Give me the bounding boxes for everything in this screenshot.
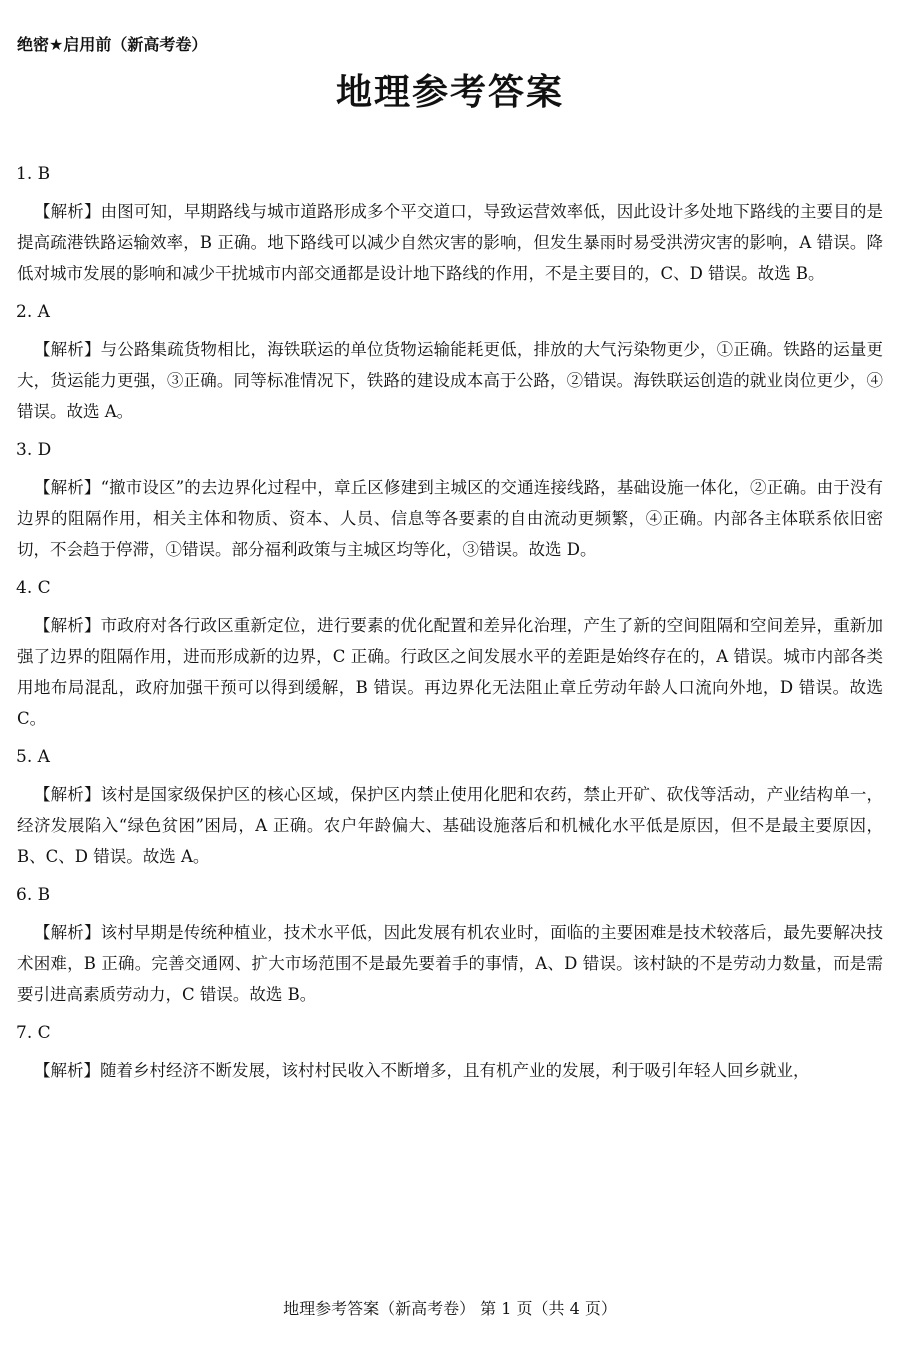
answer-item-7 — [0, 1021, 900, 1086]
answer-explanation — [17, 196, 883, 289]
answer-number: 2. A — [16, 302, 50, 322]
explanation-text: 由图可知，早期路线与城市道路形成多个平交道口，导致运营效率低，因此设计多处地下路线的主要目的是提高疏港铁路运输效率，B 正确。地下路线可以减少自然灾害的影响，但发生暴雨时易受洪涝灾害的影响，A 错误。降低对城市发展的影响和减少干扰城市内部交通都是设计地下路线的作用，不是主要目的，C、D 错误。故选 B。 — [17, 202, 884, 283]
analysis-tag: 【解析】 — [34, 616, 101, 635]
analysis-tag: 【解析】 — [34, 1061, 100, 1080]
explanation-text: 该村是国家级保护区的核心区域，保护区内禁止使用化肥和农药，禁止开矿、砍伐等活动，产业结构单一，经济发展陷入“绿色贫困”困局，A 正确。农户年龄偏大、基础设施落后和机械化水平低是原因，但不是最主要原因，B、C、D 错误。故选 A。 — [17, 785, 884, 866]
answer-item-4 — [0, 576, 900, 734]
analysis-tag: 【解析】 — [34, 478, 101, 497]
answer-explanation — [17, 610, 883, 734]
answer-number: 1. B — [16, 164, 51, 184]
answer-list — [0, 162, 900, 1097]
answer-item-2 — [0, 300, 900, 427]
answer-number: 3. D — [16, 440, 52, 460]
answer-explanation — [17, 1055, 883, 1086]
answer-item-1 — [0, 162, 900, 289]
answer-number: 7. C — [16, 1023, 51, 1043]
answer-item-6 — [0, 883, 900, 1010]
answer-explanation — [17, 334, 883, 427]
answer-explanation — [17, 779, 883, 872]
answer-number: 4. C — [16, 578, 51, 598]
analysis-tag: 【解析】 — [34, 340, 101, 359]
explanation-text: 随着乡村经济不断发展，该村村民收入不断增多，且有机产业的发展，利于吸引年轻人回乡就业， — [100, 1061, 810, 1080]
answer-item-5 — [0, 745, 900, 872]
page-title: 地理参考答案 — [335, 72, 564, 113]
answer-explanation — [17, 917, 883, 1010]
analysis-tag: 【解析】 — [34, 202, 101, 221]
analysis-tag: 【解析】 — [34, 923, 101, 942]
explanation-text: “撤市设区”的去边界化过程中，章丘区修建到主城区的交通连接线路，基础设施一体化，②正确。由于没有边界的阻隔作用，相关主体和物质、资本、人员、信息等各要素的自由流动更频繁，④正确。内部各主体联系依旧密切，不会趋于停滞，①错误。部分福利政策与主城区均等化，③错误。故选 D。 — [17, 478, 883, 559]
explanation-text: 市政府对各行政区重新定位，进行要素的优化配置和差异化治理，产生了新的空间阻隔和空间差异，重新加强了边界的阻隔作用，进而形成新的边界，C 正确。行政区之间发展水平的差距是始终存在的，A 错误。城市内部各类用地布局混乱，政府加强干预可以得到缓解，B 错误。再边界化无法阻止章丘劳动年龄人口流向外地，D 错误。故选 C。 — [17, 616, 884, 728]
answer-explanation — [17, 472, 883, 565]
explanation-text: 与公路集疏货物相比，海铁联运的单位货物运输能耗更低，排放的大气污染物更少，①正确。铁路的运量更大，货运能力更强，③正确。同等标准情况下，铁路的建设成本高于公路，②错误。海铁联运创造的就业岗位更少，④错误。故选 A。 — [17, 340, 884, 421]
confidential-label: 绝密★启用前（新高考卷） — [17, 35, 208, 54]
explanation-text: 该村早期是传统种植业，技术水平低，因此发展有机农业时，面临的主要困难是技术较落后，最先要解决技术困难，B 正确。完善交通网、扩大市场范围不是最先要着手的事情，A、D 错误。该村缺的不是劳动力数量，而是需要引进高素质劳动力，C 错误。故选 B。 — [17, 923, 884, 1004]
answer-item-3 — [0, 438, 900, 565]
page-footer: 地理参考答案（新高考卷） 第 1 页（共 4 页） — [283, 1299, 617, 1318]
answer-number: 6. B — [16, 885, 51, 905]
answer-number: 5. A — [16, 747, 50, 767]
analysis-tag: 【解析】 — [34, 785, 101, 804]
